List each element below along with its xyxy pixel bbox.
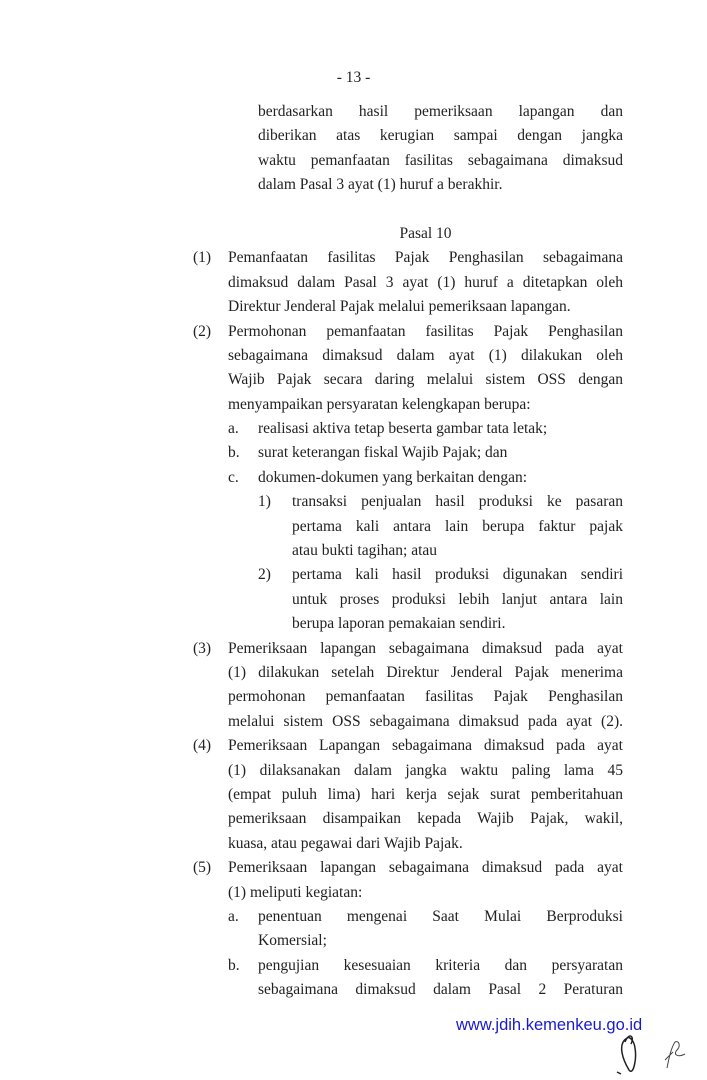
item-label: c. xyxy=(228,468,239,486)
document-body xyxy=(0,100,707,1002)
text-line xyxy=(0,588,707,612)
item-label: (3) xyxy=(193,639,212,657)
line-text: Pemanfaatan fasilitas Pajak Penghasilan sebagaimana xyxy=(228,249,623,267)
text-line xyxy=(0,124,707,148)
text-line xyxy=(0,881,707,905)
item-label: (4) xyxy=(193,737,212,755)
item-label: (5) xyxy=(193,859,212,877)
line-text: Permohonan pemanfaatan fasilitas Pajak Penghasilan xyxy=(228,322,623,340)
line-text: surat keterangan fiskal Wajib Pajak; dan xyxy=(258,444,508,462)
text-line xyxy=(0,612,707,636)
text-line xyxy=(0,271,707,295)
line-text: realisasi aktiva tetap beserta gambar tata letak; xyxy=(258,420,548,438)
text-line xyxy=(0,173,707,197)
text-line xyxy=(0,661,707,685)
list-item xyxy=(0,417,707,441)
line-text: untuk proses produksi lebih lanjut antara lain xyxy=(292,590,623,608)
list-item xyxy=(0,954,707,978)
text-line xyxy=(0,149,707,173)
line-text: melalui sistem OSS sebagaimana dimaksud pada ayat (2). xyxy=(228,712,623,730)
text-line xyxy=(0,539,707,563)
line-text: Pasal 10 xyxy=(399,224,452,242)
text-line xyxy=(0,710,707,734)
line-text: sebagaimana dimaksud dalam ayat (1) dilakukan oleh xyxy=(228,346,623,364)
line-text: (1) dilakukan setelah Direktur Jenderal Pajak menerima xyxy=(228,663,623,681)
line-text: dimaksud dalam Pasal 3 ayat (1) huruf a ditetapkan oleh xyxy=(228,273,623,291)
text-line xyxy=(0,515,707,539)
line-text: berupa laporan pemakaian sendiri. xyxy=(292,615,506,633)
line-text: Pemeriksaan lapangan sebagaimana dimaksud pada ayat xyxy=(228,859,623,877)
line-text: waktu pemanfaatan fasilitas sebagaimana dimaksud xyxy=(258,151,623,169)
list-item xyxy=(0,466,707,490)
ayat-2 xyxy=(0,320,707,344)
line-text: dokumen-dokumen yang berkaitan dengan: xyxy=(258,468,528,486)
ayat-1 xyxy=(0,246,707,270)
pasal-heading xyxy=(0,222,707,246)
line-text: Komersial; xyxy=(258,932,327,950)
text-line xyxy=(0,344,707,368)
line-text: dalam Pasal 3 ayat (1) huruf a berakhir. xyxy=(258,176,503,194)
line-text: diberikan atas kerugian sampai dengan jangka xyxy=(258,127,623,145)
line-text: pemeriksaan disampaikan kepada Wajib Pajak, wakil, xyxy=(228,810,623,828)
handwritten-initials-icon xyxy=(615,1030,695,1080)
item-label: 2) xyxy=(258,566,271,584)
page-number: - 13 - xyxy=(336,69,371,86)
ayat-5 xyxy=(0,856,707,880)
item-label: b. xyxy=(228,444,240,462)
line-text: pengujian kesesuaian kriteria dan persyaratan xyxy=(258,956,623,974)
text-line xyxy=(0,929,707,953)
text-line xyxy=(0,832,707,856)
footer-url-link[interactable]: www.jdih.kemenkeu.go.id xyxy=(456,1016,643,1034)
item-label: 1) xyxy=(258,493,271,511)
line-text: penentuan mengenai Saat Mulai Berproduksi xyxy=(258,907,623,925)
ayat-4 xyxy=(0,734,707,758)
item-label: (1) xyxy=(193,249,212,267)
line-text: berdasarkan hasil pemeriksaan lapangan dan xyxy=(258,103,623,120)
item-label: a. xyxy=(228,420,239,438)
line-text: (1) dilaksanakan dalam jangka waktu paling lama 45 xyxy=(228,761,623,779)
item-label: (2) xyxy=(193,322,212,340)
line-text: (empat puluh lima) hari kerja sejak surat pemberitahuan xyxy=(228,785,623,803)
line-text: pertama kali hasil produksi digunakan sendiri xyxy=(292,566,623,584)
line-text: pertama kali antara lain berupa faktur pajak xyxy=(292,517,623,535)
text-line xyxy=(0,295,707,319)
line-text: Wajib Pajak secara daring melalui sistem OSS dengan xyxy=(228,371,623,389)
text-line xyxy=(0,100,707,124)
ayat-3 xyxy=(0,637,707,661)
line-text: Direktur Jenderal Pajak melalui pemeriksaan lapangan. xyxy=(228,298,571,316)
sub-list-item xyxy=(0,490,707,514)
line-text: sebagaimana dimaksud dalam Pasal 2 Peraturan xyxy=(258,981,623,999)
text-line xyxy=(0,368,707,392)
text-line xyxy=(0,685,707,709)
line-text: Pemeriksaan Lapangan sebagaimana dimaksud pada ayat xyxy=(228,737,623,755)
text-line xyxy=(0,759,707,783)
sub-list-item xyxy=(0,563,707,587)
line-text: atau bukti tagihan; atau xyxy=(292,542,438,560)
line-text: permohonan pemanfaatan fasilitas Pajak Penghasilan xyxy=(228,688,623,706)
text-line xyxy=(0,393,707,417)
list-item xyxy=(0,905,707,929)
item-label: b. xyxy=(228,956,240,974)
line-text: (1) meliputi kegiatan: xyxy=(228,883,363,901)
line-text: transaksi penjualan hasil produksi ke pasaran xyxy=(292,493,623,511)
text-line xyxy=(0,807,707,831)
line-text: kuasa, atau pegawai dari Wajib Pajak. xyxy=(228,834,463,852)
list-item xyxy=(0,441,707,465)
text-line xyxy=(0,783,707,807)
item-label: a. xyxy=(228,907,239,925)
line-text: menyampaikan persyaratan kelengkapan berupa: xyxy=(228,395,531,413)
line-text: Pemeriksaan lapangan sebagaimana dimaksud pada ayat xyxy=(228,639,623,657)
text-line xyxy=(0,978,707,1002)
